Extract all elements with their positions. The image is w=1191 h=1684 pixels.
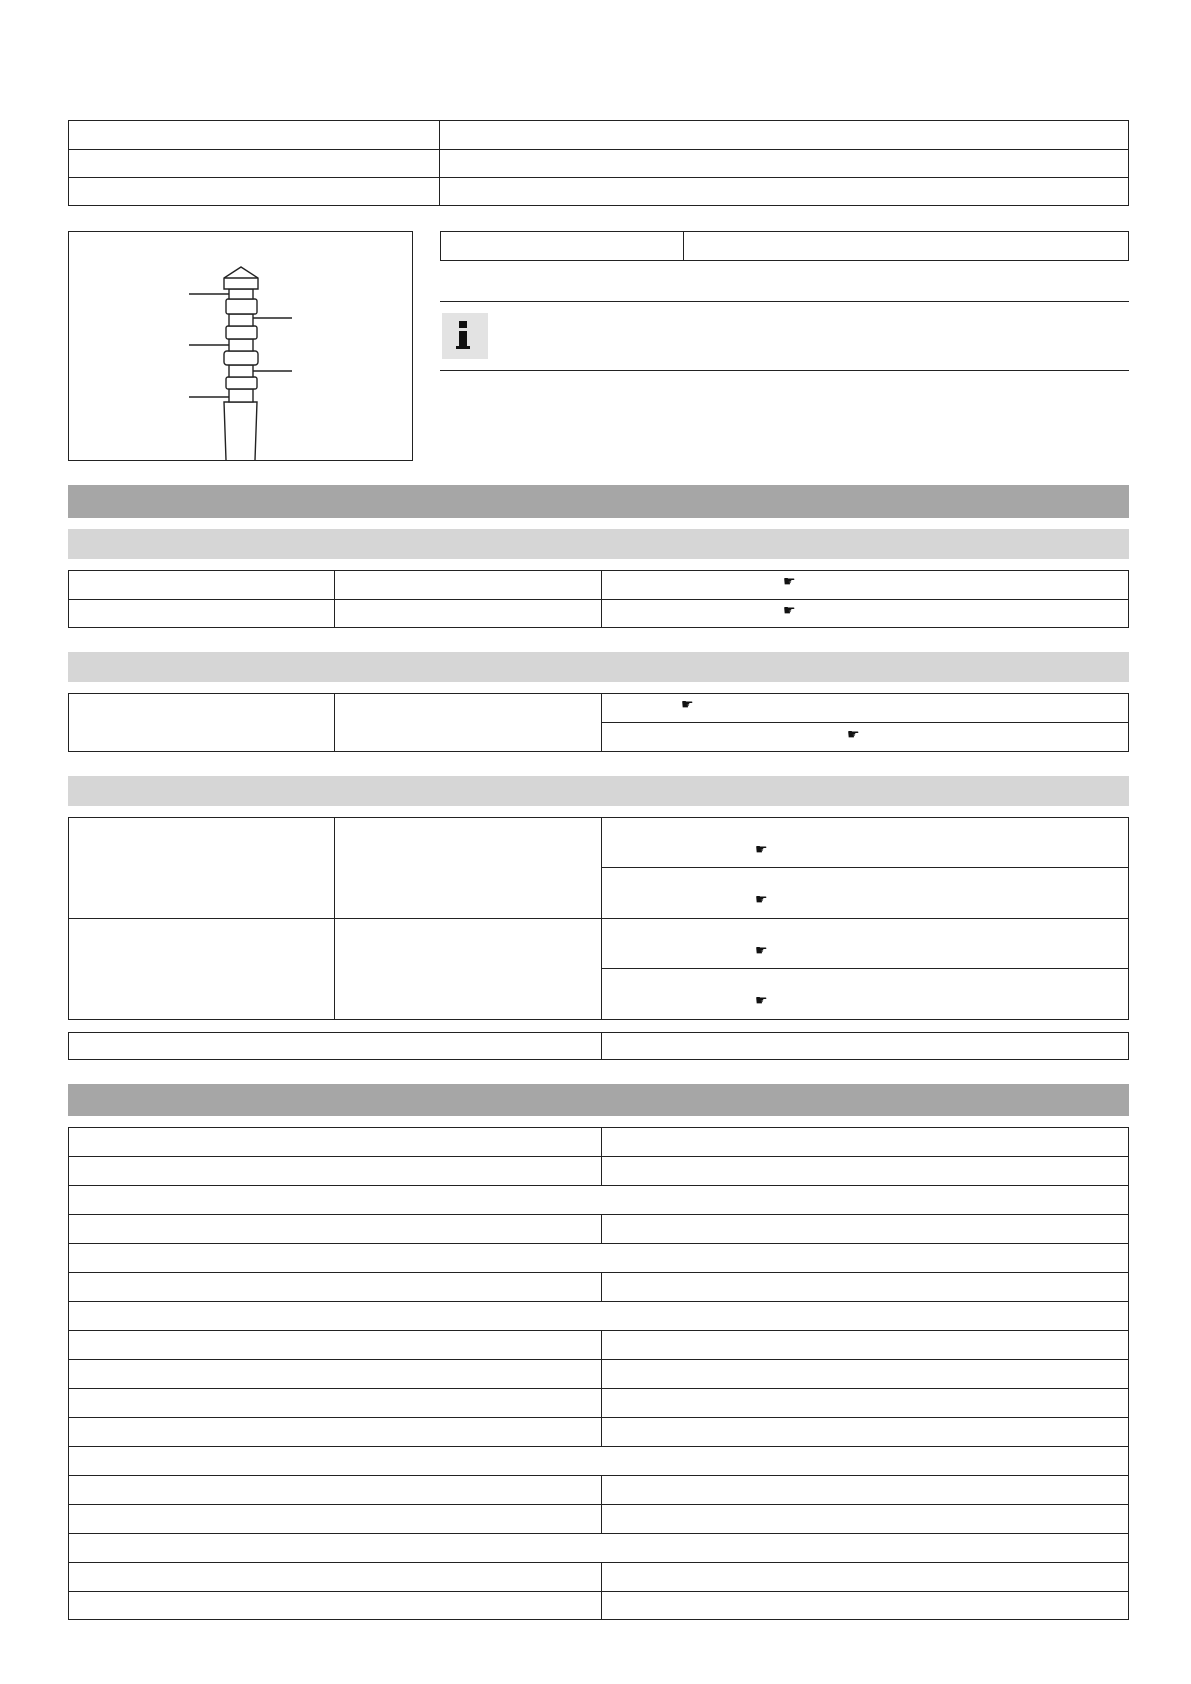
- layered-stack-illustration: [69, 232, 414, 462]
- info-note-bottom-rule: [440, 370, 1129, 371]
- table-col-divider: [601, 1272, 602, 1301]
- info-note-top-rule: [440, 301, 1129, 302]
- top-table-row-divider: [68, 177, 1129, 178]
- table-row-divider: [68, 1156, 1129, 1157]
- table-row-divider: [68, 1301, 1129, 1302]
- table-row-divider: [68, 918, 1129, 919]
- pointer-icon: ☛: [681, 696, 694, 712]
- table-col-divider: [601, 1330, 602, 1446]
- table-col-divider: [601, 1475, 602, 1533]
- table-row-divider: [68, 1330, 1129, 1331]
- table-row-divider: [68, 1243, 1129, 1244]
- section-heading-band: [68, 1084, 1129, 1116]
- table-row-divider: [68, 1533, 1129, 1534]
- figure-panel: [68, 231, 413, 461]
- table-row-divider: [68, 1417, 1129, 1418]
- table-col-divider: [334, 570, 335, 628]
- pointer-icon: ☛: [755, 942, 768, 958]
- pointer-icon: ☛: [755, 841, 768, 857]
- subsection-heading-band: [68, 652, 1129, 682]
- subsection-heading-band: [68, 529, 1129, 559]
- top-table-col-divider: [439, 120, 440, 206]
- table-col-divider: [601, 1214, 602, 1243]
- table-row-divider: [68, 1359, 1129, 1360]
- table-col-divider: [601, 1032, 602, 1060]
- subsection-heading-band: [68, 776, 1129, 806]
- table-row-divider: [68, 1388, 1129, 1389]
- table-row-divider: [68, 1591, 1129, 1592]
- figure-side-table: [440, 231, 1129, 261]
- table-col-divider: [334, 693, 335, 752]
- table-row-divider: [68, 1446, 1129, 1447]
- table-row-divider: [68, 1185, 1129, 1186]
- table-row-divider: [68, 1475, 1129, 1476]
- top-table: [68, 120, 1129, 206]
- info-icon: [442, 313, 488, 359]
- table-row-divider: [68, 599, 1129, 600]
- pointer-icon: ☛: [755, 891, 768, 907]
- pointer-icon: ☛: [783, 602, 796, 618]
- table-row-divider: [601, 867, 1129, 868]
- top-table-row-divider: [68, 149, 1129, 150]
- table-row-divider: [601, 722, 1129, 723]
- table-col-divider: [601, 1127, 602, 1185]
- section-heading-band: [68, 485, 1129, 518]
- table-row-divider: [68, 1214, 1129, 1215]
- table-row-divider: [68, 1562, 1129, 1563]
- table-col-divider: [601, 570, 602, 628]
- table-row-divider: [601, 968, 1129, 969]
- pointer-icon: ☛: [847, 726, 860, 742]
- table-row-divider: [68, 1272, 1129, 1273]
- summary-row: [68, 1032, 1129, 1060]
- table-row-divider: [68, 1504, 1129, 1505]
- spec-table: [68, 1127, 1129, 1620]
- pointer-icon: ☛: [783, 573, 796, 589]
- figure-side-table-col-divider: [683, 231, 684, 261]
- pointer-icon: ☛: [755, 992, 768, 1008]
- table-col-divider: [601, 1562, 602, 1620]
